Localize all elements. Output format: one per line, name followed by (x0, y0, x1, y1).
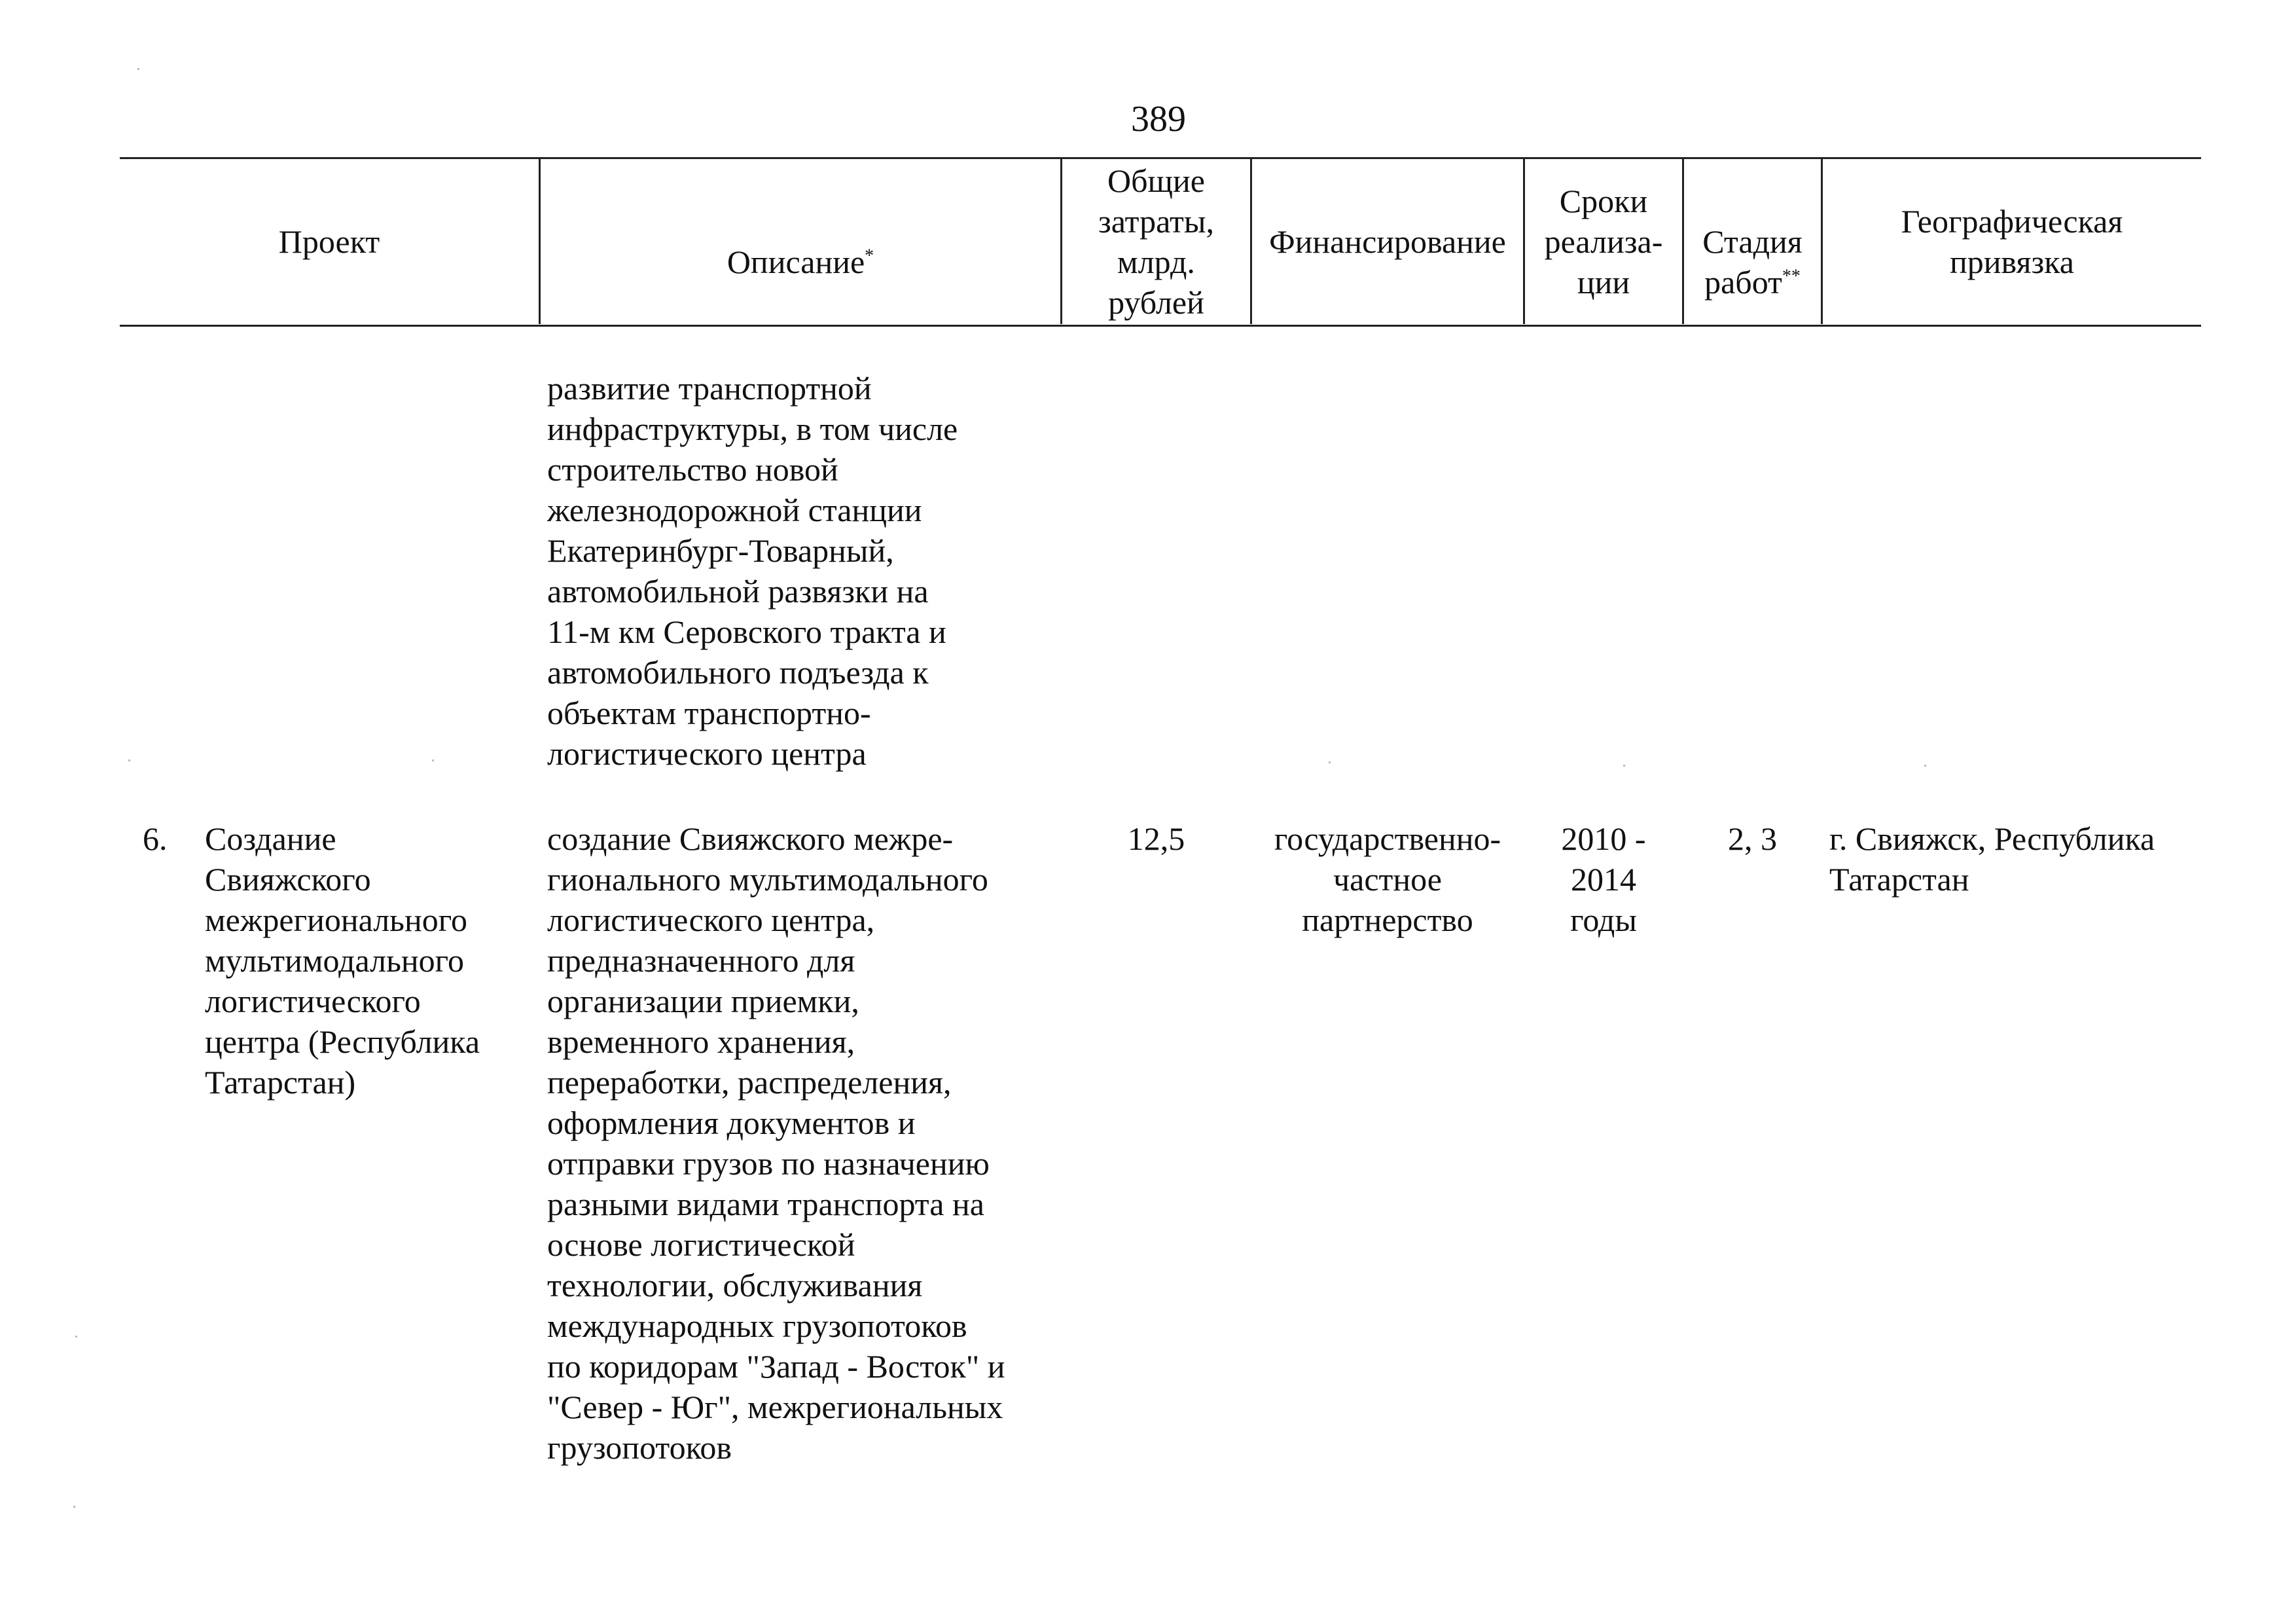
header-financing-label: Финансирование (1269, 223, 1506, 260)
scan-speck (1329, 761, 1331, 763)
row-number: 6. (143, 820, 168, 857)
scan-speck (137, 68, 139, 70)
header-description (541, 158, 1060, 324)
row-stage: 2, 3 (1728, 820, 1777, 857)
footnote-mark: ** (1782, 265, 1801, 286)
header-timeframe (1525, 158, 1682, 324)
header-total-cost (1062, 158, 1250, 324)
header-geography-label: Географическая привязка (1901, 202, 2123, 280)
header-description-label: Описание (726, 243, 865, 280)
header-financing (1252, 158, 1523, 324)
row-total-cost: 12,5 (1127, 820, 1185, 857)
scan-speck (73, 1506, 75, 1508)
table-header-bottom-rule (120, 325, 2201, 327)
header-project (120, 158, 539, 324)
row-description: создание Свияжского межре- гионального мультимодального логистического центра, предназначенного для организации приемки, временного хранения, переработки, распределения, оформления документов и отправки грузов по назначению разными видами транспорта на основе логистической технологии, обслуживания международных грузопотоков по коридорам "Запад - Восток" и "Север - Юг", межрегиональных грузопотоков (547, 820, 1005, 1466)
header-timeframe-label: Сроки реализа- ции (1544, 182, 1663, 301)
scan-speck (1623, 765, 1625, 767)
scan-speck (1924, 765, 1926, 767)
row-geography: г. Свияжск, Республика Татарстан (1829, 820, 2155, 898)
header-stage (1684, 158, 1821, 324)
scan-speck (128, 759, 130, 761)
header-total-cost-label: Общие затраты, млрд. рублей (1098, 162, 1214, 321)
row-timeframe: 2010 - 2014 годы (1561, 820, 1646, 938)
scan-speck (432, 759, 434, 761)
header-project-label: Проект (278, 223, 380, 260)
row-financing: государственно- частное партнерство (1274, 820, 1501, 938)
footnote-mark: * (865, 245, 874, 266)
header-geography (1823, 158, 2201, 324)
scan-speck (75, 1336, 77, 1338)
header-stage-label: Стадия работ (1702, 223, 1803, 301)
page-number: 389 (1131, 99, 1186, 139)
row-project: Создание Свияжского межрегионального мультимодального логистического центра (Республика Татарстан) (205, 820, 480, 1101)
continuation-description: развитие транспортной инфраструктуры, в том числе строительство новой железнодорожной станции Екатеринбург-Товарный, автомобильной развязки на 11-м км Серовского тракта и автомобильного подъезда к объектам транспортно- логистического центра (547, 370, 958, 772)
